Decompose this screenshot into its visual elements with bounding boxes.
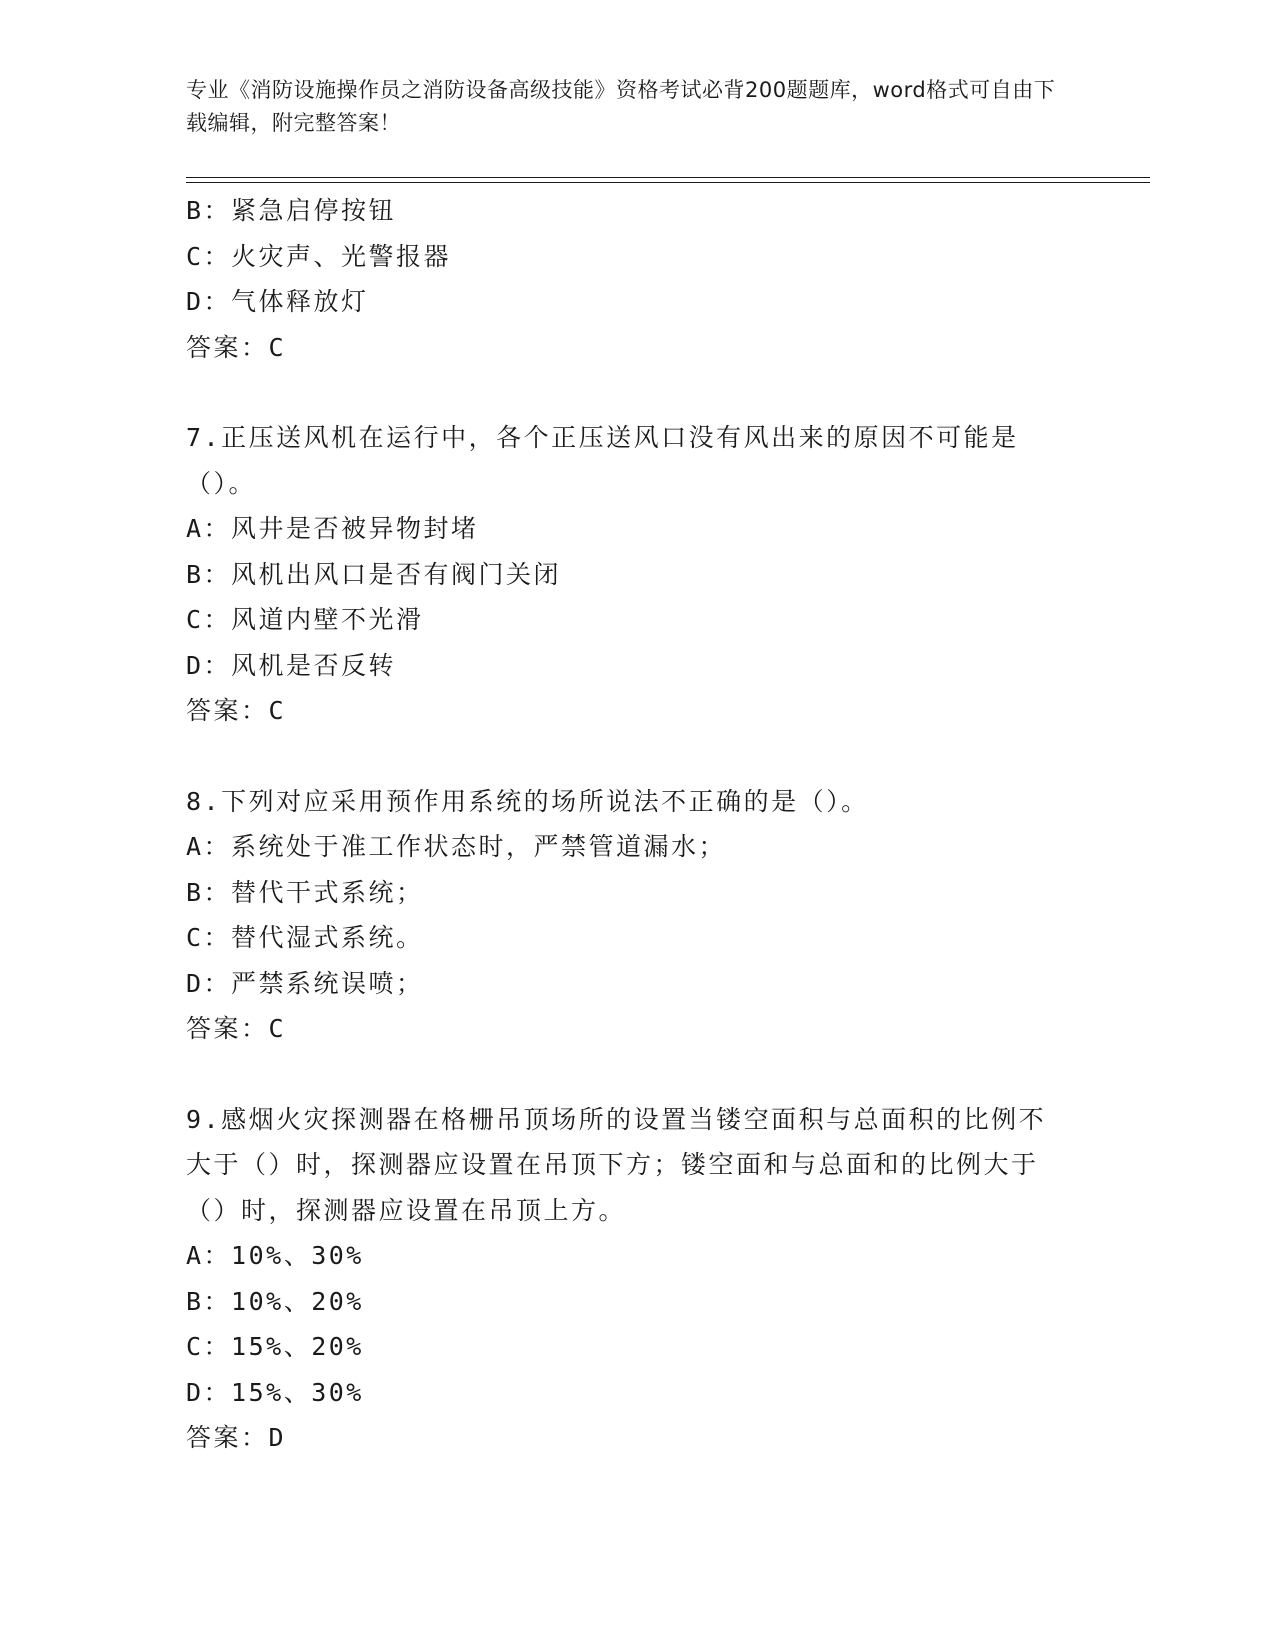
answer: 答案：D (186, 1423, 287, 1452)
option-d: D：15%、30% (186, 1377, 364, 1407)
question-9 (186, 1097, 1086, 1461)
question-stem: 7.正压送风机在运行中，各个正压送风口没有风出来的原因不可能是（）。 (186, 423, 1019, 498)
option-c: C：火灾声、光警报器 (186, 241, 452, 271)
option-d: D：风机是否反转 (186, 650, 397, 680)
header-rule-bottom (186, 182, 1150, 183)
option-c: C：替代湿式系统。 (186, 923, 424, 952)
question-stem: 9.感烟火灾探测器在格栅吊顶场所的设置当镂空面积与总面积的比例不大于（）时，探测器应设置在吊顶下方；镂空面和与总面和的比例大于（）时，探测器应设置在吊顶上方。 (186, 1104, 1047, 1225)
option-c: C：15%、20% (186, 1332, 364, 1361)
option-b: B：替代干式系统； (186, 877, 424, 907)
answer: 答案：C (186, 332, 287, 362)
option-d: D：严禁系统误喷； (186, 968, 424, 998)
continued-question (186, 188, 1086, 370)
question-8 (186, 779, 1086, 1052)
document-header: 专业《消防设施操作员之消防设备高级技能》资格考试必背200题题库，word格式可自由下载编辑，附完整答案！ (186, 78, 1056, 135)
option-c: C：风道内壁不光滑 (186, 605, 424, 634)
option-b: B：风机出风口是否有阀门关闭 (186, 559, 562, 589)
question-content (186, 188, 1086, 1461)
question-stem: 8.下列对应采用预作用系统的场所说法不正确的是（）。 (186, 786, 869, 816)
header-rule-top (186, 177, 1150, 178)
answer: 答案：C (186, 1014, 287, 1043)
option-b: B：10%、20% (186, 1286, 364, 1316)
option-a: A：风井是否被异物封堵 (186, 514, 479, 543)
option-a: A：10%、30% (186, 1241, 364, 1270)
question-7 (186, 415, 1086, 734)
option-b: B：紧急启停按钮 (186, 196, 397, 225)
answer: 答案：C (186, 696, 287, 725)
option-a: A：系统处于准工作状态时，严禁管道漏水； (186, 832, 727, 861)
option-d: D：气体释放灯 (186, 287, 369, 316)
